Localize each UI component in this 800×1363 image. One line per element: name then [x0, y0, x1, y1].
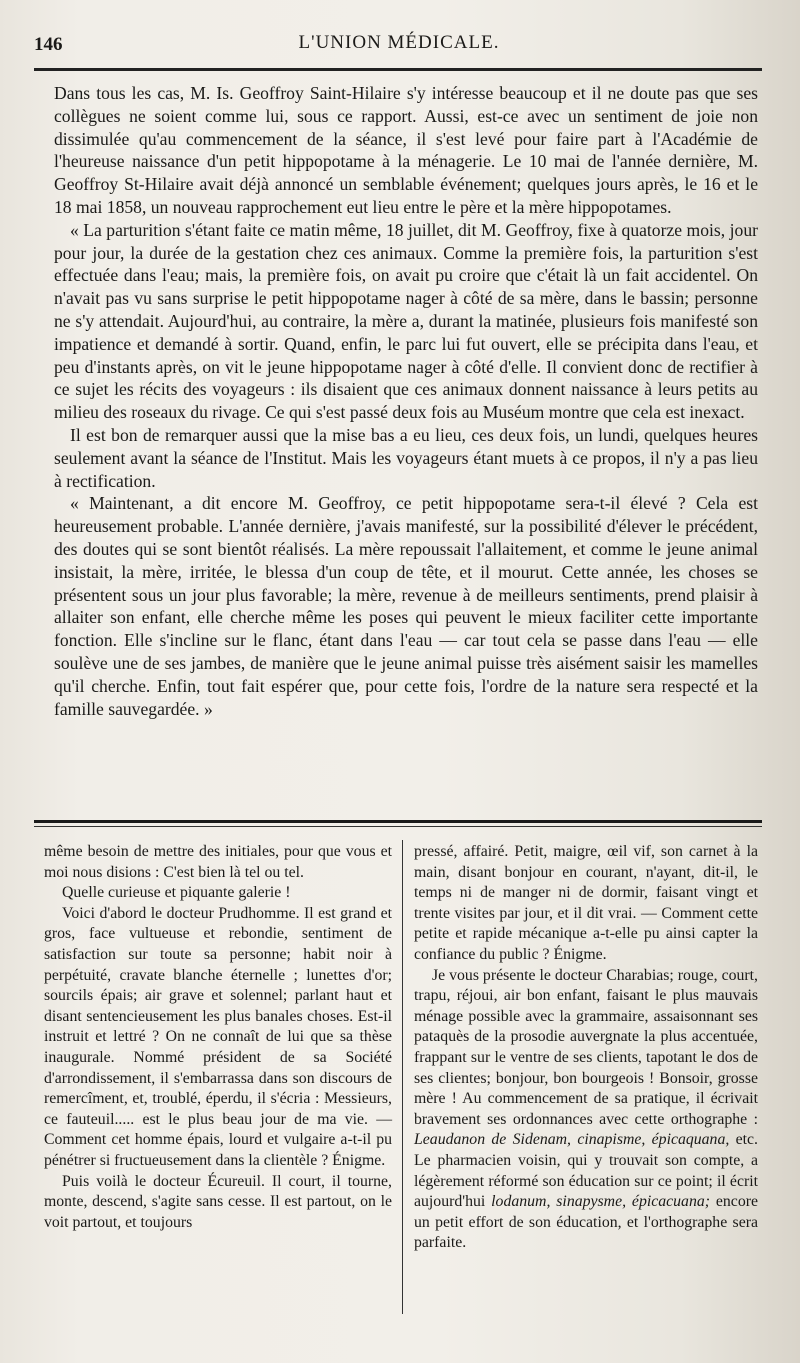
article-paragraph: Il est bon de remarquer aussi que la mise bas a eu lieu, ces deux fois, un lundi, quelques heures seulement avant la séance de l'Institut. Mais les voyageurs étant muets à ce propos, il n'y a pas lieu à rectification.: [54, 424, 758, 491]
page-header: [34, 28, 764, 62]
feuilleton-paragraph: [414, 966, 758, 1254]
feuilleton-separator-thin: [34, 826, 762, 827]
feuilleton-paragraph: Quelle curieuse et piquante galerie !: [62, 884, 291, 902]
header-rule: [34, 68, 762, 71]
page-number: 146: [34, 34, 63, 55]
feuilleton-separator: [34, 820, 762, 823]
italic-spelling: Leaudanon de Sidenam, cinapisme, épicaquana,: [414, 1131, 730, 1149]
paragraph-text: encore un petit effort de son éducation, et l'orthographe sera parfaite.: [414, 1193, 758, 1252]
italic-spelling: lodanum, sinapysme, épicacuana;: [491, 1193, 711, 1211]
feuilleton-paragraph: pressé, affairé. Petit, maigre, œil vif, son carnet à la main, disant bonjour en courant, n'ayant, dit-il, le temps ni de manger ni de dormir, faisant vingt et trente visites par jour, et il dit vrai. — Comment cette petite et rapide mécanique a-t-elle pu ainsi capter la confiance du public ? Énigme.: [414, 843, 758, 963]
paragraph-text: etc. Le pharmacien voisin, qui y trouvait son compte, a légèrement réformé son éducation sur ce point; il écrit aujourd'hui: [414, 1131, 759, 1211]
feuilleton-paragraph: même besoin de mettre des initiales, pour que vous et moi nous disions : C'est bien là tel ou tel.: [44, 843, 392, 881]
feuilleton-left-column: [44, 842, 392, 1233]
main-article: [54, 82, 758, 720]
feuilleton-right-column: [414, 842, 758, 1254]
paragraph-text: Je vous présente le docteur Charabias; rouge, court, trapu, réjoui, air bon enfant, faisant le plus mauvais ménage possible avec la grammaire, assaisonnant ses pataquès de la prosodie auvergnate la plus accentuée, frappant sur le ventre de ses clients, tapotant le dos de ses clientes; bonjour, bon bourgeois ! Bonsoir, grosse mère ! Au commencement de sa pratique, il écrivait bravement ses ordonnances avec cette orthographe :: [414, 966, 758, 1128]
article-paragraph: « Maintenant, a dit encore M. Geoffroy, ce petit hippopotame sera-t-il élevé ? Cela est heureusement probable. L'année dernière, j'avais manifesté, sur la possibilité d'élever le précédent, des doutes qui se sont bientôt réalisés. La mère repoussait l'allaitement, et comme le jeune animal insistait, la mère, irritée, le blessa d'un coup de tête, et il mourut. Cette année, les choses se présentent sous un jour plus favorable; la mère, revenue à de meilleurs sentiments, prend plaisir à allaiter son enfant, elle cherche même les poses qui peuvent le mieux faciliter cette importante fonction. Elle s'incline sur le flanc, étant dans l'eau — car tout cela se passe dans l'eau — elle soulève une de ses jambes, de manière que le jeune animal puisse très aisément saisir les mamelles qu'il cherche. Enfin, tout fait espérer que, pour cette fois, l'ordre de la nature sera respecté et la famille sauvegardée. »: [54, 493, 758, 719]
article-paragraph: « La parturition s'étant faite ce matin même, 18 juillet, dit M. Geoffroy, fixe à quatorze mois, jour pour jour, la durée de la gestation chez ces animaux. Comme la première fois, la parturition s'est effectuée dans l'eau; mais, la première fois, on avait pu croire que c'était là un fait accidentel. On n'avait pas vu sans surprise le petit hippopotame nager à côté de sa mère, dans le bassin; personne ne s'y attendait. Aujourd'hui, au contraire, la mère a, durant la matinée, plusieurs fois manifesté son impatience et demandé à sortir. Quand, enfin, le parc lui fut ouvert, elle se précipita dans l'eau, et peu d'instants après, on vit le jeune hippopotame nager à côté d'elle. Il convient donc de rectifier à ce sujet les récits des voyageurs : ils disaient que ces animaux donnent naissance à leurs petits au milieu des roseaux du rivage. Ce qui s'est passé deux fois au Muséum montre que cela est inexact.: [54, 219, 758, 423]
article-paragraph: Dans tous les cas, M. Is. Geoffroy Saint-Hilaire s'y intéresse beaucoup et il ne doute pas que ses collègues ne soient comme lui, sous ce rapport. Aussi, est-ce avec un sentiment de joie non dissimulée qu'au commencement de la séance, il s'est levé pour faire part à l'Académie de l'heureuse naissance d'un petit hippopotame à la ménagerie. Le 10 mai de l'année dernière, M. Geoffroy St-Hilaire avait déjà annoncé un semblable événement; quelques jours après, le 16 et le 18 mai 1858, un nouveau rapprochement eut lieu entre le père et la mère hippopotames.: [54, 83, 758, 217]
feuilleton-paragraph: Puis voilà le docteur Écureuil. Il court, il tourne, monte, descend, s'agite sans cesse. Il est partout, on le voit partout, et toujours: [44, 1172, 392, 1231]
column-divider: [402, 840, 403, 1314]
journal-title: L'UNION MÉDICALE.: [298, 32, 500, 53]
feuilleton-paragraph: Voici d'abord le docteur Prudhomme. Il est grand et gros, face vultueuse et rebondie, sentiment de satisfaction sur toute sa personne; habit noir à perpétuité, cravate blanche éternelle ; lunettes d'or; sourcils épais; air grave et solennel; parlant haut et disant sentencieusement les plus banales choses. Est-il instruit et lettré ? On ne connaît de lui que sa thèse inaugurale. Nommé président de sa Société d'arrondissement, il s'embarrassa dans son discours de remercîment, et, troublé, éperdu, il s'écria : Messieurs, ce fauteuil..... est le plus beau jour de ma vie. — Comment cet homme épais, lourd et vulgaire a-t-il pu pénétrer si fructueusement dans la clientèle ? Énigme.: [44, 904, 392, 1169]
